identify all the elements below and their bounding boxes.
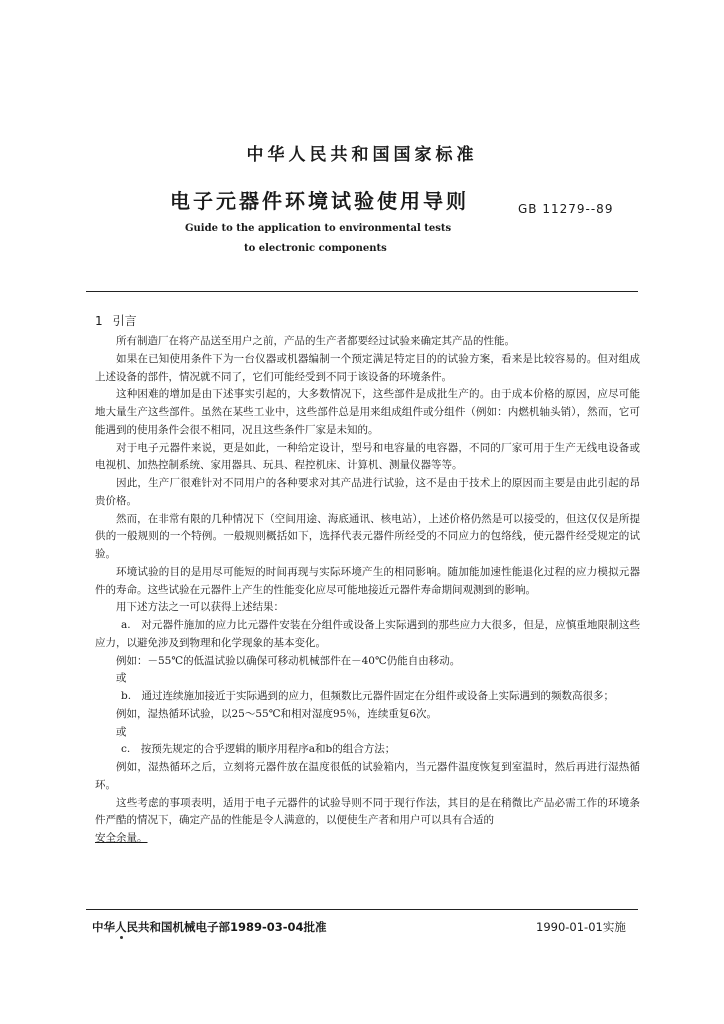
- paragraph: 这些考虑的事项表明，适用于电子元器件的试验导则不同于现行作法，其目的是在稍微比产品必需工作的环境条件严酷的情况下，确定产品的性能是令人满意的，以便使生产者和用户可以具有合适的: [95, 796, 640, 827]
- document-body: [95, 333, 640, 848]
- paragraph: 对于电子元器件来说，更是如此，一种给定设计，型号和电容量的电容器，不同的厂家可用于生产无线电设备或电视机、加热控制系统、家用器具、玩具、程控机床、计算机、测量仪器等等。: [95, 441, 640, 472]
- effective-date: 1990-01-01实施: [536, 920, 626, 934]
- example: 例如：－55℃的低温试验以确保可移动机械部件在－40℃仍能自由移动。: [116, 654, 461, 667]
- paragraph: 所有制造厂在将产品送至用户之前，产品的生产者都要经过试验来确定其产品的性能。: [116, 335, 515, 347]
- list-item-c: c. 按预先规定的合乎逻辑的顺序用程序a和b的组合方法；: [121, 743, 396, 756]
- example: 例如，湿热循环试验，以25～55℃和相对湿度95％，连续重复6次。: [116, 707, 438, 720]
- list-item-a: a. 对元器件施加的应力比元器件安装在分组件或设备上实际遇到的那些应力大很多，但是，应慎重地限制这些应力，以避免涉及到物理和化学现象的基本变化。: [95, 619, 640, 649]
- standard-number: GB 11279--89: [518, 202, 614, 216]
- paragraph: 用下述方法之一可以获得上述结果：: [116, 601, 284, 614]
- approval-info: 中华人民共和国机械电子部1989-03-04批准: [92, 920, 327, 934]
- example: 例如，湿热循环之后，立刻将元器件放在温度很低的试验箱内，当元器件温度恢复到室温时，然后再进行湿热循环。: [95, 761, 640, 791]
- footer-divider: [86, 909, 638, 910]
- paragraph: 环境试验的目的是用尽可能短的时间再现与实际环境产生的相同影响。随加能加速性能退化过程的应力模拟元器件的寿命。这些试验在元器件上产生的性能变化应尽可能地接近元器件寿命期间观测到的影响。: [95, 565, 640, 596]
- paragraph: 然而，在非常有限的几种情况下（空间用途、海底通讯、核电站），上述价格仍然是可以接受的，但这仅仅是所提供的一般规则的一个特例。一般规则概括如下，选择代表元器件所经受的不同应力的包络线，使元器件经受规定的试验。: [95, 512, 640, 560]
- paragraph: 这种困难的增加是由下述事实引起的，大多数情况下，这些部件是成批生产的。由于成本价格的原因，应尽可能地大量生产这些部件。虽然在某些工业中，这些部件总是用来组成组件或分组件（例如：内燃机轴头销），然而，它可能遇到的使用条件会很不相同，况且这些条件厂家是未知的。: [95, 388, 640, 436]
- paragraph: 因此，生产厂很难针对不同用户的各种要求对其产品进行试验，这不是由于技术上的原因而主要是由此引起的昂贵价格。: [95, 477, 640, 507]
- scan-mark: [120, 936, 123, 939]
- standard-organization: 中华人民共和国国家标准: [246, 145, 478, 165]
- document-title-english-line1: Guide to the application to environmental tests: [185, 223, 452, 234]
- header-divider: [86, 291, 638, 292]
- section-number: 1: [95, 314, 103, 328]
- paragraph: 如果在已知使用条件下为一台仪器或机器编制一个预定满足特定目的的试验方案，看来是比较容易的。但对组成上述设备的部件，情况就不同了，它们可能经受到不同于该设备的环境条件。: [95, 352, 640, 383]
- section-heading: [95, 312, 137, 329]
- paragraph-continuation: 安全余量。: [95, 832, 148, 844]
- list-item-b: b. 通过连续施加接近于实际遇到的应力，但频数比元器件固定在分组件或设备上实际遇到的频数高很多；: [121, 690, 615, 702]
- or-separator: 或: [116, 725, 127, 738]
- document-title-english-line2: to electronic components: [244, 243, 387, 254]
- or-separator: 或: [116, 672, 127, 685]
- section-title: 引言: [112, 314, 137, 328]
- document-title-chinese: 电子元器件环境试验使用导则: [170, 189, 469, 213]
